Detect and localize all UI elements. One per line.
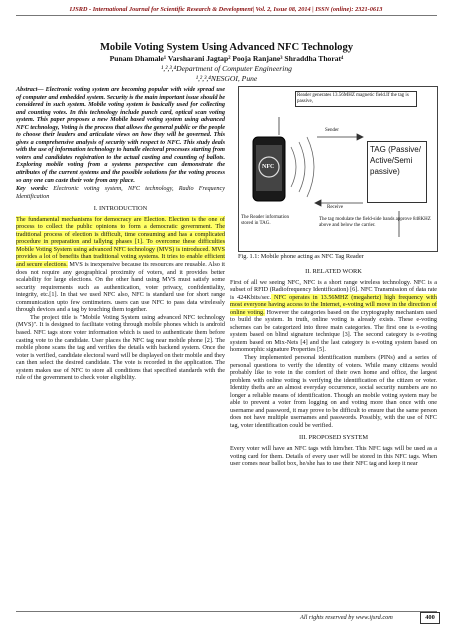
intro-paragraph-1 bbox=[16, 216, 225, 314]
abstract bbox=[16, 86, 225, 184]
label-tag: TAG (Passive/ Active/Semi passive) bbox=[370, 145, 421, 176]
figure-caption: Fig. 1.1: Mobile phone acting as NFC Tag Reader bbox=[238, 253, 364, 260]
related-heading: II. RELATED WORK bbox=[305, 268, 362, 275]
abstract-label: Abstract— bbox=[16, 86, 44, 93]
related-highlight: NFC operates in 13.56MHZ (megahertz) high frequency with most everyone having access to the Internet, e-voting will move in the direction of online voting. bbox=[230, 293, 437, 316]
phone-nfc-text: NFC bbox=[262, 164, 275, 170]
keywords-text: Electronic voting system, NFC technology, Radio Frequency Identification bbox=[16, 185, 225, 200]
header-divider bbox=[16, 15, 437, 16]
right-column bbox=[230, 265, 437, 468]
wave-arcs bbox=[291, 137, 314, 197]
footer-divider bbox=[16, 611, 437, 612]
footer-rights: All rights reserved by www.ijsrd.com bbox=[300, 614, 393, 621]
proposed-heading: III. PROPOSED SYSTEM bbox=[298, 434, 369, 442]
label-receive: Receive bbox=[327, 205, 344, 210]
author-block bbox=[16, 54, 437, 84]
related-text-b: However the categories based on the cryptography mechanism used to build the system. In truth, online voting is already exists. These e-voting schemes can be categorized into three main categories. The first one is e-voting system based on blind signature technique [3]. The second category is e-voting system based on Mix-Nets [4] and the last category is e-voting system based on homomorphic signature Properties [5]. bbox=[230, 308, 437, 354]
tag-box bbox=[367, 141, 427, 203]
intro-text: MVS is inexpensive because its resources are reusable. Also it does not require any geographical proximity of voters, and it provides better scalability for large elections. On the other hand using MVS must satisfy some security requirements such as authentication, voter privacy, confidentiality, integrity, etc.[1]. In that we used NFC also, NFC is standard use for short range communication upto few centimeters. users can use NFC to pass data wirelessly through devices and a tag by touching them together. bbox=[16, 261, 225, 314]
intro-highlight: The fundamental mechanisms for democracy are Election. Election is the one of process to collect the public opinions to form a democratic government. The traditional process of election is difficult, time consuming and has a complicated procedure in preparation and tallying phases [1]. To overcome these difficulties Mobile Voting System using advanced NFC technology (MVS) is introduced. MVS provides a lot of benefits than traditional voting systems. It tries to enable efficient and secure elections. bbox=[16, 215, 225, 269]
label-modulate: The tag modulate the field-side bands approve 848KHZ above and below the carrier. bbox=[319, 217, 431, 228]
proposed-paragraph-1: Every voter will have an NFC tags with him/her. This NFC tags will be used as a voting card for them. Details of every user will be stored in this NFC tags. When user comes near ballot box, he/she has to use their NFC tag and keep it near bbox=[230, 445, 437, 468]
label-reader: The Reader information stored in TAG. bbox=[241, 215, 290, 226]
paper-title: Mobile Voting System Using Advanced NFC Technology bbox=[99, 42, 354, 53]
journal-header: IJSRD - International Journal for Scientific Research & Development| Vol. 2, Issue 08, 2014 | ISSN (online): 2321-0613 bbox=[69, 6, 383, 13]
author-institute: ¹,²,³,⁴NESGOI, Pune bbox=[195, 74, 258, 83]
left-column bbox=[16, 86, 225, 382]
intro-paragraph-2: The project title is "Mobile Voting System using advanced NFC technology (MVS)". It is designed to facilitate voting through mobile phones which is android based. NFC tags store voter information which is used to authenticate them before casting vote to the candidate. User places the NFC tag near mobile phone [2]. The mobile phone scans the tag and verifies the details with backend system. Once the voter is verified, candidate electoral ward will be displayed on their mobile and they can then select the desired candidate. The vote is recorded in the application. The system makes use of NFC to store all conditions that specified standards with the rule of the government to check voter eligibility. bbox=[16, 313, 225, 382]
keywords-label: Key words: bbox=[16, 185, 49, 193]
nfc-reader-figure bbox=[238, 86, 438, 252]
intro-heading: I. INTRODUCTION bbox=[93, 205, 148, 213]
author-department: ¹,²,³,⁴Department of Computer Engineering bbox=[161, 64, 292, 73]
related-text-a: First of all we seeing NFC, NFC is a short range wireless technology. NFC is a subset of RFID (Radiofrequency Identification) [6]. NFC Transmission of data rate is 424Kbits/sec. bbox=[230, 278, 437, 301]
abstract-text: Electronic voting system are becoming popular with wide spread use of computer and embedded system. Security is the main important issue should be considered in such system. Mobile voting system is basically used for collecting and counting votes. In this technology include punch card, optical scan voting system. This paper proposes a new Mobile based voting system using advanced NFC technology, Voting is the process that allows the general public or the people to choose their leaders and articulate views on how they will be governed. This gives a comprehensive analysis of security with respect to NFC. This study deals with the use of information technology to handle electoral processes starting from voters and candidates registration to the actual casting and counting of ballots. Exploring mobile voting from a systems perspective can demonstrate the attributes of the current systems and the possible solutions for the voting process so any one can caste their vote from any place. bbox=[16, 86, 225, 184]
related-paragraph-1 bbox=[230, 279, 437, 354]
page-number: 400 bbox=[420, 612, 440, 624]
author-names: Punam Dhamale¹ Varsharani Jagtap² Pooja Ranjane³ Shraddha Thorat⁴ bbox=[109, 54, 344, 63]
related-paragraph-2: They implemented personal identification numbers (PINs) and a series of personal questions to verify the identity of voters. While many citizens would probably like to vote in the comfort of their own home and office, the largest problem with online voting is verifying the identification of the citizen or voter. Identity thefts are an almost everyday occurrence, social security numbers are no longer a reliable means of identification. Though an mobile voting system may be able to prevent a voter from logging on and voting more than once with one username and password, it may prove to be difficult to ensure that the same person does not have multiple usernames and passwords. Possibly, with the use of NFC tag, voter identification could be verified. bbox=[230, 354, 437, 429]
label-top-box: Reader generates 13.56MHZ magnetic field.If the tag is passive, bbox=[295, 91, 417, 107]
keywords bbox=[16, 185, 225, 200]
label-sender: Sender bbox=[325, 128, 339, 133]
